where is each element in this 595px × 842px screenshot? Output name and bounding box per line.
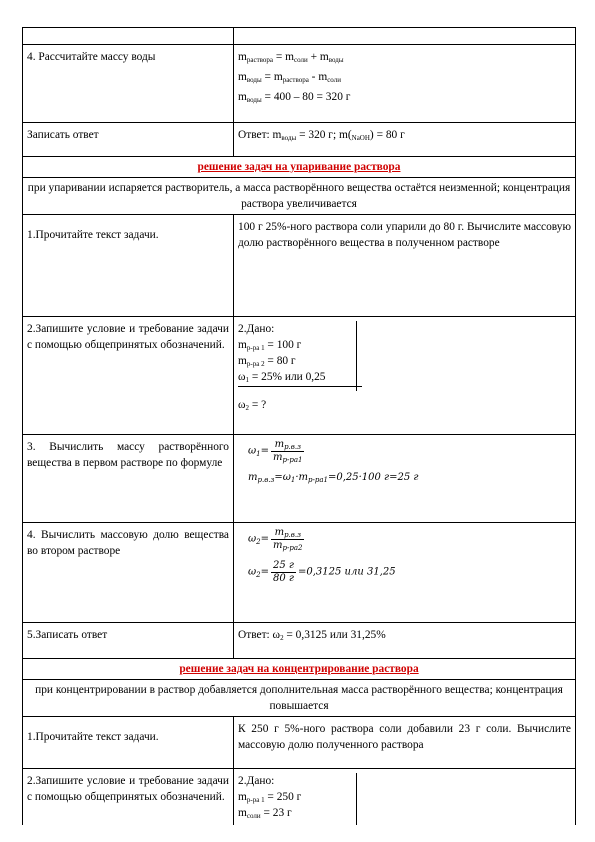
formula-block (234, 435, 576, 523)
step-label: 4. Вычислить массовую долю вещества во втором растворе (23, 523, 234, 623)
given-item: $\omega_1 = 25\%$ или 0,25 (238, 371, 326, 384)
given-divider (356, 321, 357, 391)
rule-text: при концентрировании в раствор добавляется дополнительная масса растворённого вещества; концентрация повышается (23, 680, 576, 717)
given-wrap (238, 321, 571, 413)
fraction: $\frac{m_{р.в.з}}{m_{р-ра2}}$ (273, 527, 303, 552)
section-header (23, 659, 576, 680)
rule-text: при упаривании испаряется растворитель, а масса растворённого вещества остаётся неизменной; концентрация раствора увеличивается (23, 178, 576, 215)
fraction: $\frac{m_{р.в.з}}{m_{р-ра1}}$ (273, 439, 303, 464)
given-wrap (238, 773, 571, 821)
table-row (23, 717, 576, 769)
problem-text: К 250 г 5%-ного раствора соли добавили 23 г соли. Вычислите массовую долю полученного раствора (234, 717, 576, 769)
formula-block (234, 523, 576, 623)
section-rule (23, 680, 576, 717)
section-rule (23, 178, 576, 215)
problem-text: 100 г 25%-ного раствора соли упарили до 80 г. Вычислите массовую долю растворённого вещества в полученном растворе (234, 215, 576, 317)
table-row (23, 435, 576, 523)
step-label: 2.Запишите условие и требование задачи с помощью общепринятых обозначений. (23, 317, 234, 435)
answer: Ответ: $\omega_2 = 0,3125$ или 31,25% (234, 623, 576, 659)
given-item: $m_{р-ра 2} = 80$ г (238, 355, 296, 368)
given-block (234, 317, 576, 435)
table-row (23, 28, 576, 45)
equation-line: $m_{воды} = 400 - 80 = 320$ г (238, 91, 351, 104)
given-item: $m_{р-ра 1} = 100$ г (238, 339, 302, 352)
given-item: $m_{р-ра 1} = 250$ г (238, 791, 302, 804)
step-label: 2.Запишите условие и требование задачи с помощью общепринятых обозначений. (23, 769, 234, 826)
step-label: 3. Вычислить массу растворённого вещества в первом растворе по формуле (23, 435, 234, 523)
step-content (234, 45, 576, 123)
equation-line: $m_{раствора} = m_{соли} + m_{воды}$ (238, 51, 344, 64)
step-label: 1.Прочитайте текст задачи. (23, 215, 234, 317)
table-row (23, 123, 576, 157)
table-row (23, 769, 576, 826)
table-cell (234, 28, 576, 45)
step-label: 5.Записать ответ (23, 623, 234, 659)
equation-line: $m_{воды} = m_{раствора} - m_{соли}$ (238, 71, 341, 84)
table-row (23, 215, 576, 317)
fraction: $\frac{25 г}{80 г}$ (273, 560, 294, 584)
given-item: $\omega_2$ = ? (238, 399, 267, 412)
table-row (23, 623, 576, 659)
table-row (23, 523, 576, 623)
given-divider (356, 773, 357, 825)
given-item: $m_{соли} = 23$ г (238, 807, 292, 820)
formula-line: $m_{р.в.з}=\omega_1\cdot m_{р-ра1}=0,25\cdot 100$ г=25 г (248, 472, 419, 484)
table-row (23, 45, 576, 123)
formula-line: $\omega_1=$ $\frac{m_{р.в.з}}{m_{р-ра1}}$ (248, 439, 303, 464)
given-title: 2.Дано: (238, 323, 275, 335)
step-label: Записать ответ (23, 123, 234, 157)
section-title: решение задач на упаривание раствора (23, 157, 576, 178)
step-label: 1.Прочитайте текст задачи. (23, 717, 234, 769)
answer: Ответ: $m_{воды} = 320$ г; $m(_{NaOH}) = 80$ г (234, 123, 576, 157)
given-title: 2.Дано: (238, 775, 275, 787)
given-block (234, 769, 576, 826)
table-row (23, 317, 576, 435)
formula-line: $\omega_2=$ $\frac{25 г}{80 г}$ =0,3125 или 31,25 (248, 560, 396, 584)
step-label: 4. Рассчитайте массу воды (23, 45, 234, 123)
section-title: решение задач на концентрирование раствора (23, 659, 576, 680)
section-header (23, 157, 576, 178)
solution-table (22, 27, 576, 825)
table-cell (23, 28, 234, 45)
formula-line: $\omega_2=$ $\frac{m_{р.в.з}}{m_{р-ра2}}$ (248, 527, 303, 552)
given-underline (238, 386, 362, 387)
